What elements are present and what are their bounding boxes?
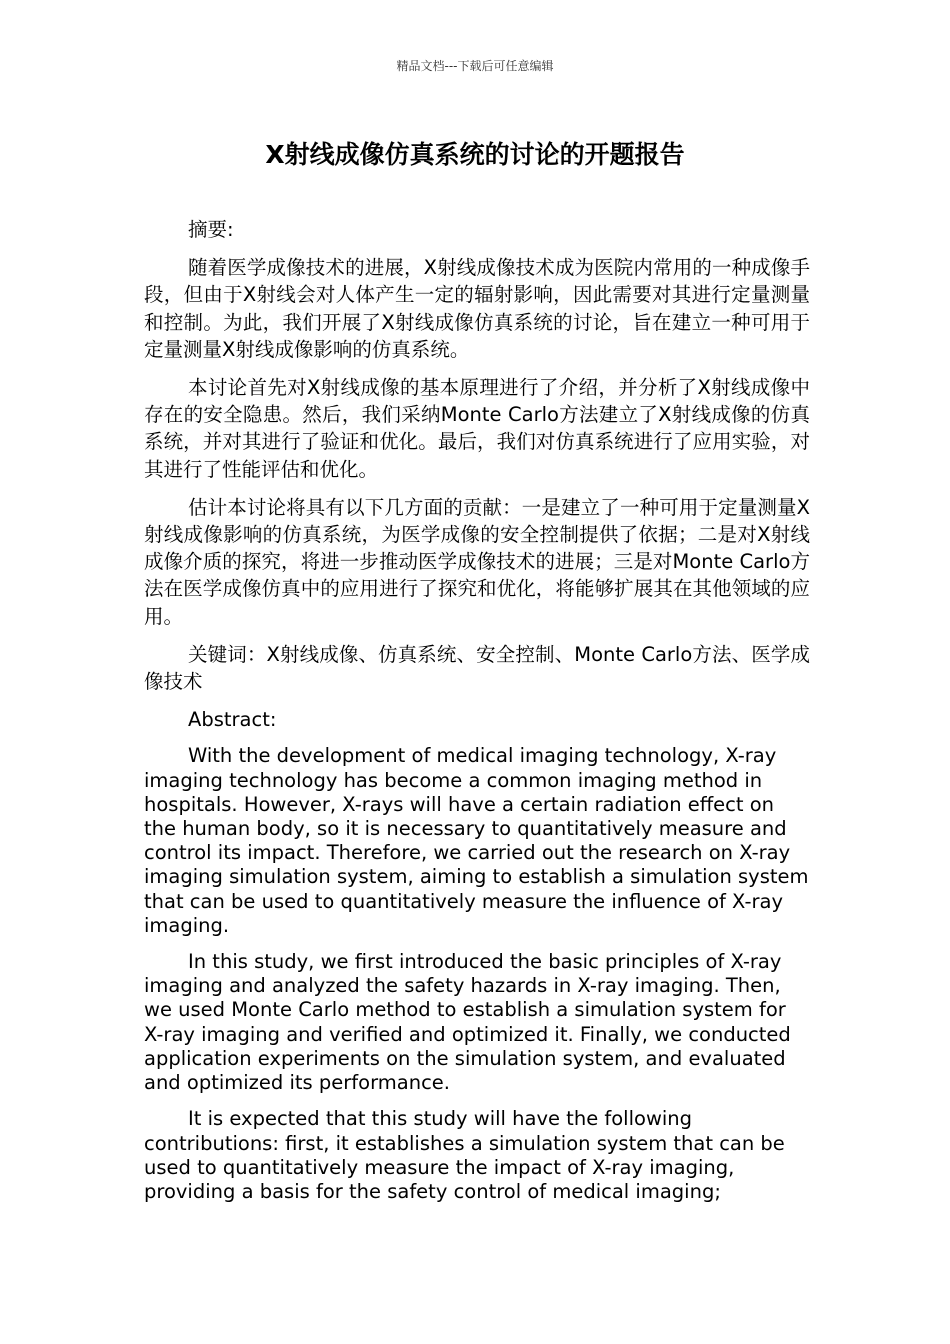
abstract-cn-label: 摘要:: [188, 218, 234, 241]
paragraph-en-2: In this study, we first introduced the basic principles of X-ray imaging and analyzed the safety hazards in X-ray imaging. Then, we used Monte Carlo method to establish a simulation system for X-ray imaging and verified and optimized it. Finally, we conducted application experiments on the simulation system, and evaluated and optimized its performance.: [144, 950, 791, 1095]
header-note: 精品文档---下载后可任意编辑: [396, 59, 554, 73]
paragraph-en-3: It is expected that this study will have the following contributions: first, it establishes a simulation system that can be used to quantitatively measure the impact of X-ray imaging, providing a basis for the safety control of medical imaging;: [144, 1107, 785, 1203]
paragraph-cn-3: 估计本讨论将具有以下几方面的贡献：一是建立了一种可用于定量测量X射线成像影响的仿真系统，为医学成像的安全控制提供了依据；二是对X射线成像介质的探究，将进一步推动医学成像技术的进展；三是对Monte Carlo方法在医学成像仿真中的应用进行了探究和优化，将能够扩展其在其他领域的应用。: [144, 495, 810, 628]
document-title: X射线成像仿真系统的讨论的开题报告: [265, 140, 685, 169]
paragraph-cn-1: 随着医学成像技术的进展，X射线成像技术成为医院内常用的一种成像手段，但由于X射线会对人体产生一定的辐射影响，因此需要对其进行定量测量和控制。为此，我们开展了X射线成像仿真系统的讨论，旨在建立一种可用于定量测量X射线成像影响的仿真系统。: [144, 256, 810, 361]
paragraph-en-1: With the development of medical imaging technology, X-ray imaging technology has become a common imaging method in hospitals. However, X-rays will have a certain radiation effect on the human body, so it is necessary to quantitatively measure and control its impact. Therefore, we carried out the research on X-ray imaging simulation system, aiming to establish a simulation system that can be used to quantitatively measure the influence of X-ray imaging.: [144, 744, 809, 937]
keywords-cn: 关键词：X射线成像、仿真系统、安全控制、Monte Carlo方法、医学成像技术: [144, 642, 810, 694]
paragraph-cn-2: 本讨论首先对X射线成像的基本原理进行了介绍，并分析了X射线成像中存在的安全隐患。然后，我们采纳Monte Carlo方法建立了X射线成像的仿真系统，并对其进行了验证和优化。最后，我们对仿真系统进行了应用实验，对其进行了性能评估和优化。: [144, 376, 810, 481]
document-body: [144, 216, 810, 1216]
abstract-en-label: Abstract:: [188, 708, 277, 732]
